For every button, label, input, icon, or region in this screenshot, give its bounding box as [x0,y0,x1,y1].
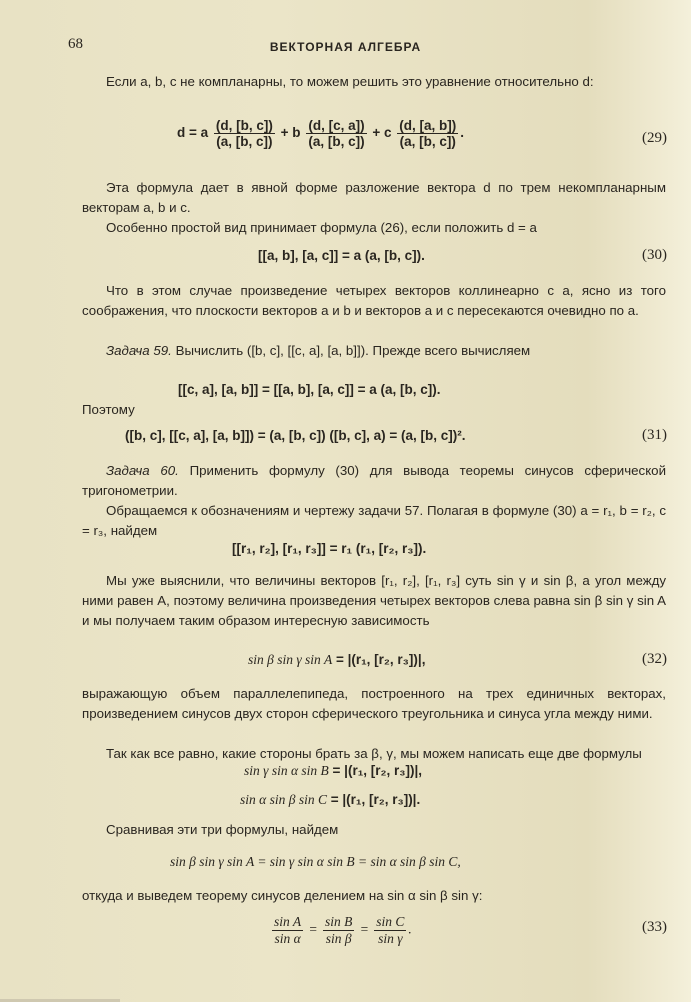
equation-29: d = a $\frac{(d, [b, c])}{(a, [b, c])}$ + b $\frac{(d, [c, a])}{(a, [b, c])}$ + c $\frac{(d, [a, b])}{(a, [b, c])}$ . [177,118,465,149]
eq29-lhs: d = a [177,125,209,141]
equation-number-33: (33) [642,919,667,935]
running-title: ВЕКТОРНАЯ АЛГЕБРА [269,40,422,54]
task-59-label: Задача 59. [106,343,172,358]
eq29-term3: $\frac{(d, [a, b])}{(a, [b, c])}$ [399,118,457,149]
paragraph-3: Особенно простой вид принимает формула (26), если положить d = a [106,220,537,235]
equation-all: sin β sin γ sin A = sin γ sin α sin B = sin α sin β sin C, [170,854,461,869]
eq29-term2: $\frac{(d, [c, a])}{(a, [b, c])}$ [308,118,365,149]
paragraph-8: Обращаемся к обозначениям и чертежу задачи 57. Полагая в формуле (30) a = r₁, b = r₂, c = r₃, найдем [82,503,666,538]
equation-32: sin β sin γ sin A = |(r₁, [r₂, r₃])|, [248,652,426,667]
equation-number-32: (32) [642,651,667,667]
equation-31: ([b, c], [[c, a], [a, b]]) = (a, [b, c]) ([b, c], a) = (a, [b, c])². [125,428,466,443]
equation-number-29: (29) [642,130,667,146]
equation-c: sin α sin β sin C = |(r₁, [r₂, r₃])|. [240,792,421,807]
equation-task60: [[r₁, r₂], [r₁, r₃]] = r₁ (r₁, [r₂, r₃]). [232,541,427,556]
paragraph-10: выражающую объем параллелепипеда, построенного на трех единичных векторах, произведением синусов двух сторон сферического треугольника и синуса угла между ними. [82,686,666,721]
equation-30: [[a, b], [a, c]] = a (a, [b, c]). [258,248,425,263]
task-60-label: Задача 60. [106,463,179,478]
equation-number-31: (31) [642,427,667,443]
equation-b: sin γ sin α sin B = |(r₁, [r₂, r₃])|, [244,763,423,778]
page-number: 68 [68,36,83,52]
paragraph-2: Эта формула дает в явной форме разложение вектора d по трем некомпланарным векторам a, b и c. [82,180,666,215]
paragraph-7: Задача 60. Применить формулу (30) для вывода теоремы синусов сферической тригонометрии. [82,463,666,498]
paragraph-1: Если a, b, c не компланарны, то можем решить это уравнение относительно d: [106,74,594,89]
paragraph-4: Что в этом случае произведение четырех векторов коллинеарно с a, ясно из того соображения, что плоскости векторов a и b и векторов a и c пересекаются очевидно по a. [82,283,666,318]
eq29-term1: $\frac{(d, [b, c])}{(a, [b, c])}$ [215,118,273,149]
equation-33: $\frac{\text{sin A}}{\text{sin α}}$ = $\frac{\text{sin B}}{\text{sin β}}$ = $\frac{\text{sin C}}{\text{sin γ}}$ . [274,914,412,946]
paragraph-12: Сравнивая эти три формулы, найдем [106,822,339,837]
paragraph-6: Поэтому [82,402,135,417]
paragraph-9: Мы уже выяснили, что величины векторов [r₁, r₂], [r₁, r₃] суть sin γ и sin β, а угол между ними равен A, поэтому величина произведения четырех векторов слева равна sin β sin γ sin A и мы получаем таким образом интересную зависимость [82,573,666,628]
paragraph-11: Так как все равно, какие стороны брать за β, γ, мы можем написать еще две формулы [106,746,642,761]
paragraph-13: откуда и выведем теорему синусов делением на sin α sin β sin γ: [82,888,483,903]
paragraph-5: Задача 59. Вычислить ([b, c], [[c, a], [a, b]]). Прежде всего вычисляем [106,343,531,358]
equation-task59: [[c, a], [a, b]] = [[a, b], [a, c]] = a (a, [b, c]). [178,382,441,397]
equation-number-30: (30) [642,247,667,263]
